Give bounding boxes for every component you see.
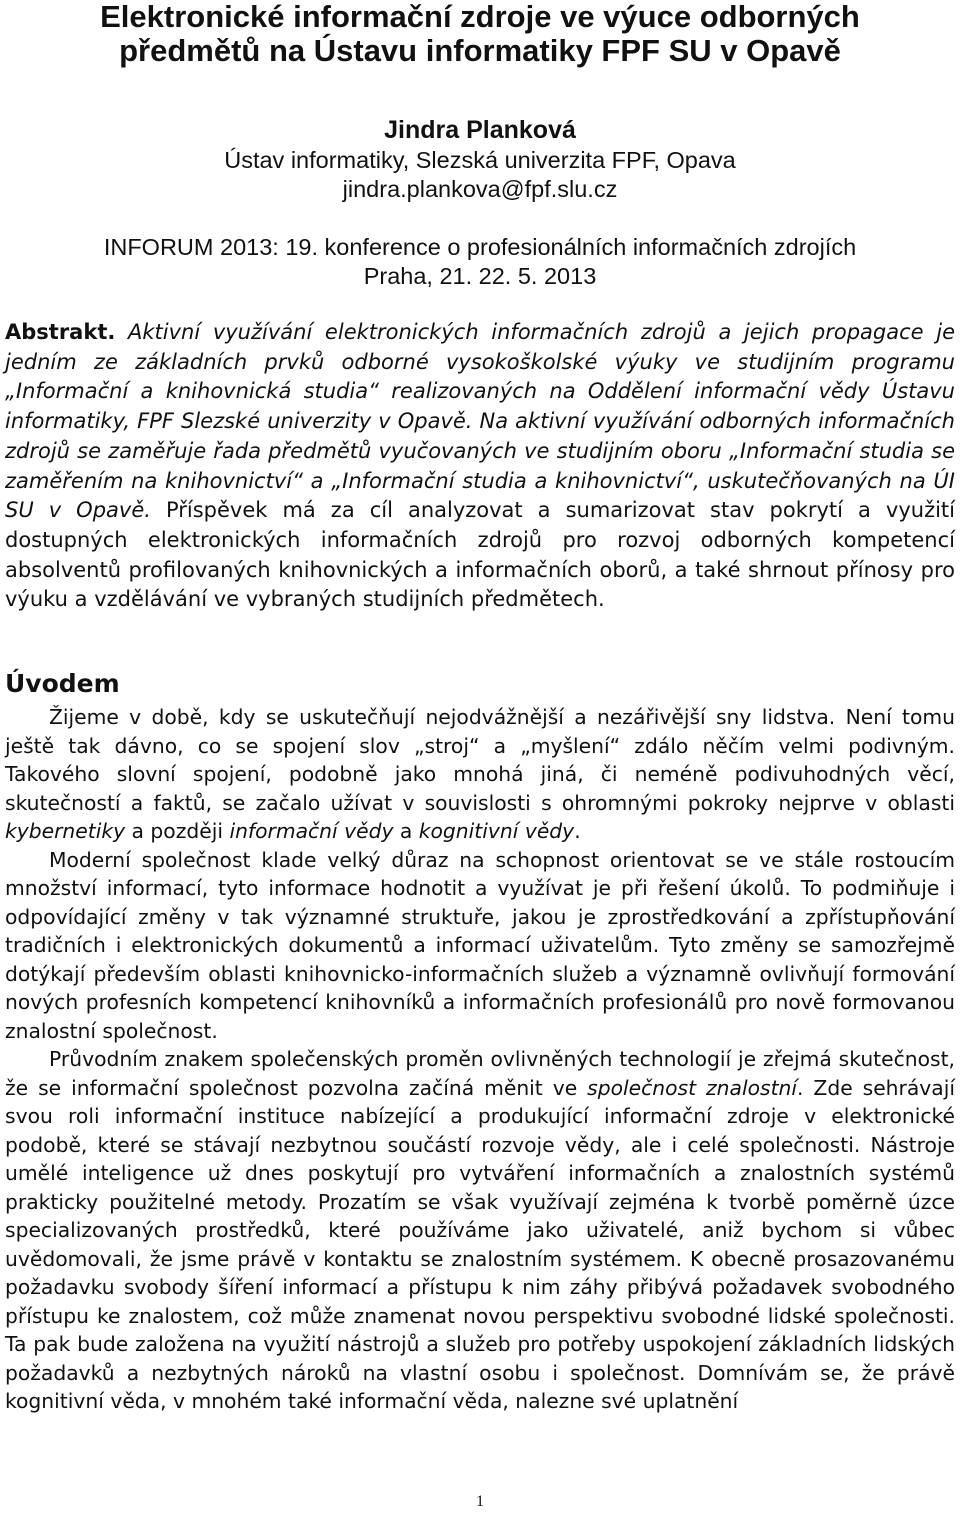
abstract-text-italic: Aktivní využívání elektronických informačních zdrojů a jejich propagace je jedním ze základních prvků odborné vysokoškolské výuky ve studijním programu „Informační a knihovnická studia“ realizovaných na Oddělení informační vědy Ústavu informatiky, FPF Slezské univerzity v Opavě. Na aktivní využívání odborných informačních zdrojů se zaměřuje řada předmětů vyučovaných ve studijním oboru „Informační studia se zaměřením na knihovnictví“ a „Informační studia a knihovnictví“, uskutečňovaných na ÚI SU v Opavě. <box>5 320 955 523</box>
paragraph-1-emphasis-2: informační vědy <box>229 819 394 843</box>
paragraph-1-text-a: Žijeme v době, kdy se uskutečňují nejodvážnější a nezářivější sny lidstva. Není tomu ještě tak dávno, co se spojení slov „stroj“ a „myšlení“ zdálo něčím velmi podivným. Takového slovní spojení, podobně jako mnohá jiná, či neméně podivuhodných věcí, skutečností a faktů, se začalo užívat v souvislosti s ohromnými pokroky nejprve v oblasti <box>5 705 955 815</box>
paragraph-2: Moderní společnost klade velký důraz na schopnost orientovat se ve stále rostoucím množství informací, tyto informace hodnotit a využívat je při řešení úkolů. To podmiňuje i odpovídající změny v tak významné struktuře, jakou je zprostředkování a zpřístupňování tradičních i elektronických dokumentů a informací uživatelům. Tyto změny se samozřejmě dotýkají především oblasti knihovnicko-informačních služeb a významně ovlivňují formování nových profesních kompetencí knihovníků a informačních profesionálů pro nově formovanou znalostní společnost. <box>5 847 955 1043</box>
paragraph-3 <box>5 1045 955 1416</box>
paragraph-1-text-d: . <box>574 819 581 843</box>
section-heading: Úvodem <box>5 669 120 698</box>
author-name: Jindra Planková <box>384 116 576 144</box>
abstract <box>5 318 955 615</box>
page-number: 1 <box>476 1493 484 1510</box>
paragraph-3-text-a: Průvodním znakem společenských proměn ovlivněných technologií je zřejmá skutečnost, že se informační společnost pozvolna začíná měnit ve <box>5 1047 955 1100</box>
section-body <box>5 703 955 1416</box>
paragraph-1-text-b: a později <box>125 819 230 843</box>
paper-title-line-2: předmětů na Ústavu informatiky FPF SU v Opavě <box>119 33 841 68</box>
paragraph-1 <box>5 703 955 846</box>
paragraph-3-text-b: . Zde sehrávají svou roli informační instituce nabízející a produkující informační zdroje v elektronické podobě, které se stávají nezbytnou součástí rozvoje vědy, ale i celé společnosti. Nástroje umělé inteligence už dnes poskytují pro vytváření informačních a znalostních systémů prakticky použitelné metody. Prozatím se však využívají zejména k tvorbě poměrně úzce specializovaných prostředků, které používáme jako uživatelé, aniž bychom si vůbec uvědomovali, že jsme právě v kontaktu se znalostním systémem. K obecně prosazovanému požadavku svobody šíření informací a přístupu k nim záhy přibývá požadavek svobodného přístupu ke znalostem, což může znamenat novou perspektivu svobodné lidské společnosti. Ta pak bude založena na využití nástrojů a služeb pro potřeby uspokojení základních lidských požadavků a nezbytných nároků na vlastní osobu i společnost. Domnívám se, že právě kognitivní věda, v mnohém také informační věda, nalezne své uplatnění <box>5 1075 956 1413</box>
abstract-label: Abstrakt. <box>5 320 116 344</box>
author-email: jindra.plankova@fpf.slu.cz <box>342 176 618 202</box>
author-affiliation: Ústav informatiky, Slezská univerzita FPF, Opava <box>224 147 736 173</box>
paper-title <box>0 0 960 68</box>
paragraph-1-text-c: a <box>393 819 419 843</box>
paragraph-1-emphasis-1: kybernetiky <box>5 819 126 843</box>
conference-name: INFORUM 2013: 19. konference o profesionálních informačních zdrojích <box>103 234 857 260</box>
paragraph-1-emphasis-3: kognitivní vědy <box>418 819 575 843</box>
conference-date: Praha, 21. 22. 5. 2013 <box>363 263 597 289</box>
paragraph-3-emphasis-1: společnost znalostní <box>587 1075 798 1100</box>
abstract-text-normal: Příspěvek má za cíl analyzovat a sumarizovat stav pokrytí a využití dostupných elektronických informačních zdrojů pro rozvoj odborných kompetencí absolventů profilovaných knihovnických a informačních oborů, a také shrnout přínosy pro výuku a vzdělávání ve vybraných studijních předmětech. <box>5 498 956 612</box>
paper-title-line-1: Elektronické informační zdroje ve výuce odborných <box>100 0 860 34</box>
